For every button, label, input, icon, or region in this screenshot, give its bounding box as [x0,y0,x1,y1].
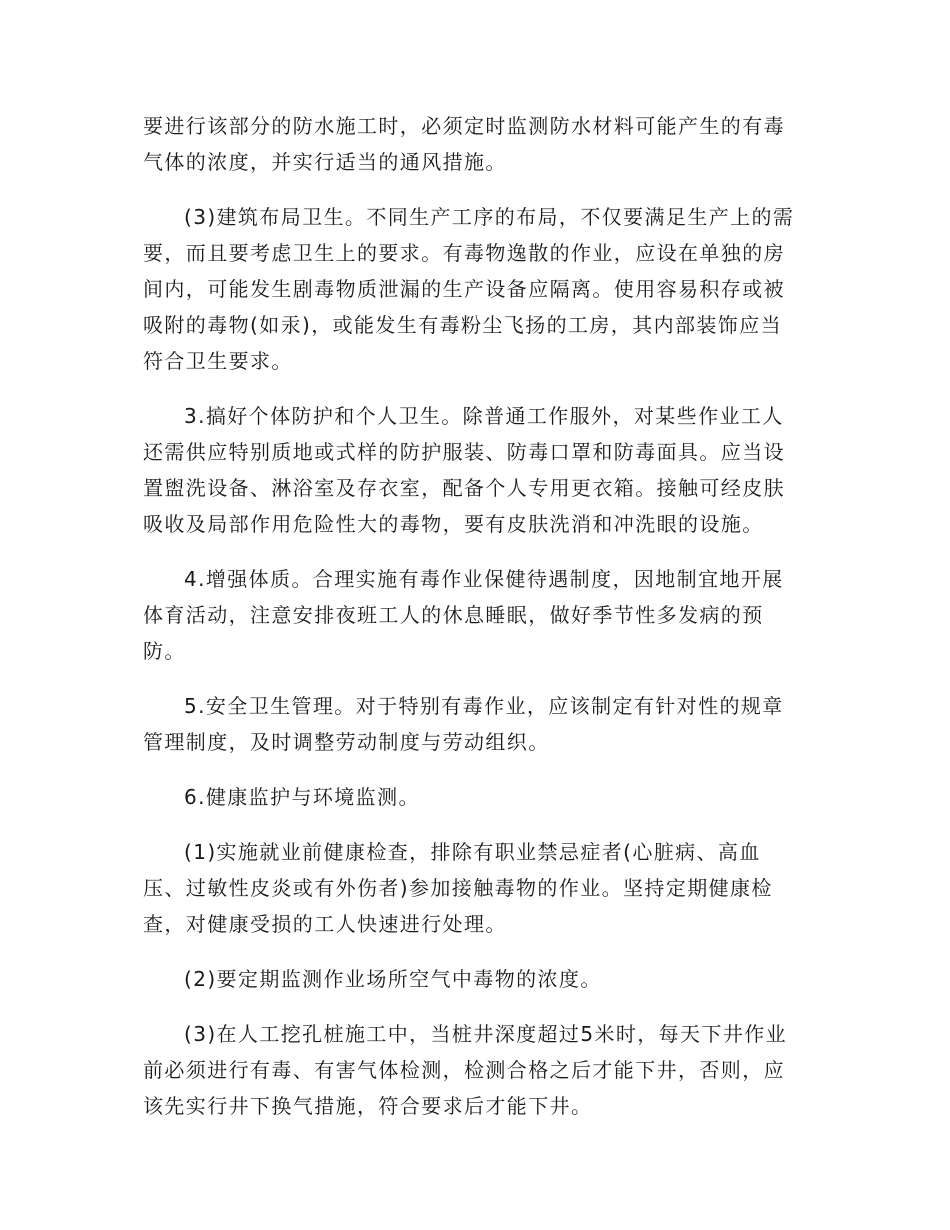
text-line: 体育活动，注意安排夜班工人的休息睡眠，做好季节性多发病的预 [143,603,764,627]
body-paragraph [143,1016,813,1124]
text-line: 压、过敏性皮炎或有外伤者)参加接触毒物的作业。坚持定期健康检 [143,876,773,900]
document-body [143,108,813,1143]
body-paragraph [143,779,813,815]
text-line: 气体的浓度，并实行适当的通风措施。 [143,150,507,174]
body-paragraph [143,688,813,760]
body-paragraph [143,199,813,379]
body-paragraph [143,398,813,542]
text-line: 间内，可能发生剧毒物质泄漏的生产设备应隔离。使用容易积存或被 [143,277,785,301]
text-line: (2)要定期监测作业场所空气中毒物的浓度。 [184,967,602,991]
body-paragraph [143,961,813,997]
text-line: 5.安全卫生管理。对于特别有毒作业，应该制定有针对性的规章 [184,694,784,718]
text-line: 查，对健康受损的工人快速进行处理。 [143,912,507,936]
text-line: 置盥洗设备、淋浴室及存衣室，配备个人专用更衣箱。接触可经皮肤 [143,476,785,500]
text-line: 吸附的毒物(如汞)，或能发生有毒粉尘飞扬的工房，其内部装饰应当 [143,313,783,337]
text-line: 要进行该部分的防水施工时，必须定时监测防水材料可能产生的有毒 [143,114,785,138]
text-line: (3)在人工挖孔桩施工中，当桩井深度超过5米时，每天下井作业 [184,1022,788,1046]
text-line: 该先实行井下换气措施，符合要求后才能下井。 [143,1094,593,1118]
text-line: (1)实施就业前健康检查，排除有职业禁忌症者(心脏病、高血 [184,840,761,864]
text-line: 还需供应特别质地或式样的防护服装、防毒口罩和防毒面具。应当设 [143,440,785,464]
text-line: 3.搞好个体防护和个人卫生。除普通工作服外，对某些作业工人 [184,404,784,428]
body-paragraph [143,561,813,669]
text-line: 6.健康监护与环境监测。 [184,785,420,809]
text-line: 要，而且要考虑卫生上的要求。有毒物逸散的作业，应设在单独的房 [143,241,785,265]
body-paragraph [143,108,813,180]
text-line: 4.增强体质。合理实施有毒作业保健待遇制度，因地制宜地开展 [184,567,784,591]
text-line: 吸收及局部作用危险性大的毒物，要有皮肤洗消和冲洗眼的设施。 [143,512,764,536]
text-line: 符合卫生要求。 [143,349,293,373]
body-paragraph [143,834,813,942]
text-line: 防。 [143,639,186,663]
text-line: (3)建筑布局卫生。不同生产工序的布局，不仅要满足生产上的需 [184,205,795,229]
text-line: 管理制度，及时调整劳动制度与劳动组织。 [143,730,550,754]
text-line: 前必须进行有毒、有害气体检测，检测合格之后才能下井，否则，应 [143,1058,785,1082]
